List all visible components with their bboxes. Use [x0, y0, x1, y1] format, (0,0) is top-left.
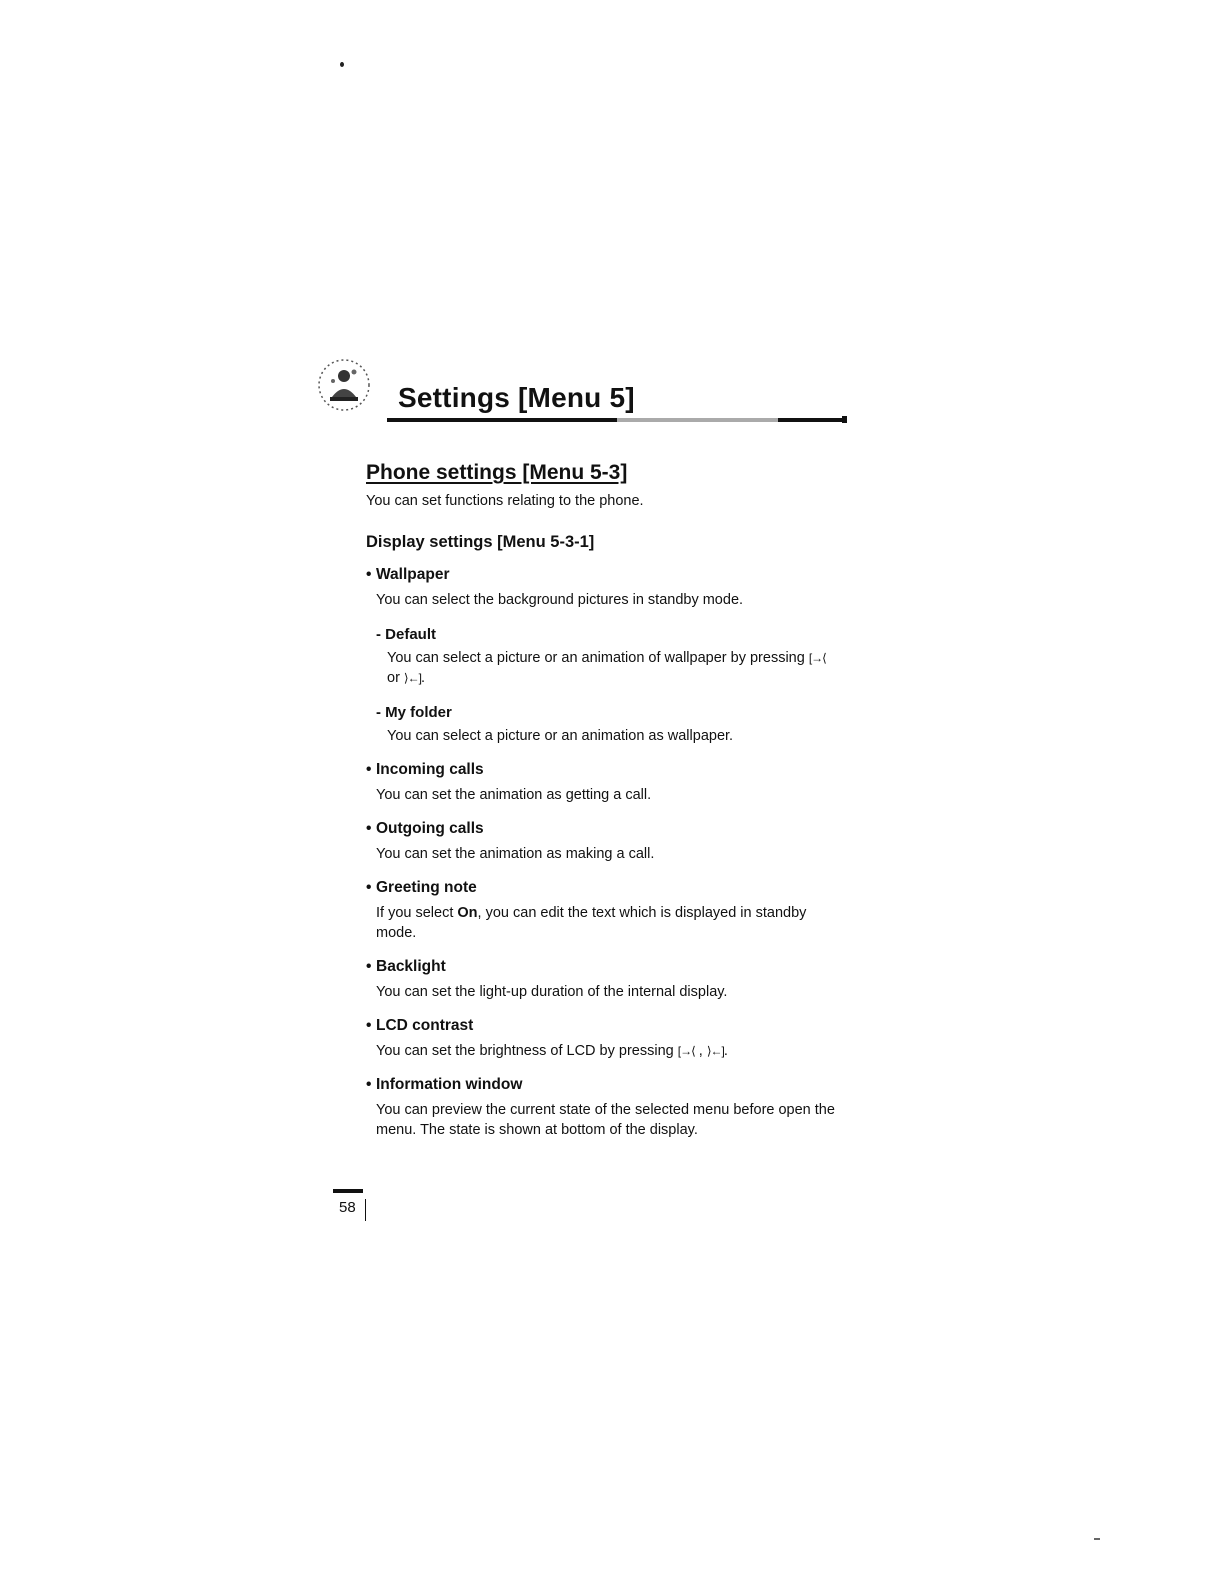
item-text: If you select On, you can edit the text which is displayed in standby mode. [376, 905, 807, 941]
bullet: • [366, 820, 372, 837]
item-title: • Information window [366, 1074, 836, 1096]
chapter-underline [387, 418, 847, 422]
settings-person-icon [316, 357, 372, 413]
item-title: • Backlight [366, 956, 836, 978]
bullet: • [366, 958, 372, 975]
subitem-default [376, 624, 836, 688]
left-key-icon: [→⟨ [677, 1044, 695, 1058]
page-number-divider [365, 1199, 366, 1221]
scan-speck [1094, 1538, 1100, 1540]
subitem-text: You can select a picture or an animation of wallpaper by pressing [→⟨ or ⟩←]. [387, 650, 826, 686]
subitem-text: You can select a picture or an animation as wallpaper. [387, 728, 734, 744]
right-key-icon: ⟩←] [403, 671, 421, 685]
page-number-bar [333, 1189, 363, 1193]
item-text: You can set the animation as getting a call. [376, 787, 652, 803]
item-text: You can set the brightness of LCD by pressing [→⟨ , ⟩←]. [376, 1043, 728, 1059]
scan-speck [340, 62, 344, 67]
bullet: • [366, 1017, 372, 1034]
left-key-icon: [→⟨ [808, 651, 826, 665]
item-text: You can set the animation as making a call. [376, 846, 655, 862]
subitem-title: - Default [376, 626, 437, 643]
item-information-window [366, 1074, 836, 1140]
item-wallpaper [366, 564, 836, 746]
item-greeting-note [366, 877, 836, 943]
subitem-my-folder [376, 702, 836, 746]
section-description: You can set functions relating to the phone. [366, 493, 644, 509]
right-key-icon: ⟩←] [706, 1044, 724, 1058]
subitem-title: - My folder [376, 704, 452, 721]
section-title: Phone settings [Menu 5-3] [366, 461, 628, 484]
item-lcd-contrast [366, 1015, 836, 1061]
item-title: • Outgoing calls [366, 818, 836, 840]
item-title: • LCD contrast [366, 1015, 836, 1037]
bullet: • [366, 879, 372, 896]
item-title: • Wallpaper [366, 564, 836, 586]
page-content [366, 458, 836, 1140]
item-outgoing-calls [366, 818, 836, 864]
page-number: 58 [339, 1199, 356, 1216]
item-text: You can set the light-up duration of the internal display. [376, 984, 728, 1000]
bullet: • [366, 1076, 372, 1093]
bullet: • [366, 566, 372, 583]
item-text: You can preview the current state of the selected menu before open the menu. The state is shown at bottom of the display. [376, 1102, 835, 1138]
item-title: • Greeting note [366, 877, 836, 899]
on-option: On [457, 905, 478, 921]
item-backlight [366, 956, 836, 1002]
item-title: • Incoming calls [366, 759, 836, 781]
bullet: • [366, 761, 372, 778]
subsection-title: Display settings [Menu 5-3-1] [366, 533, 595, 551]
item-incoming-calls [366, 759, 836, 805]
chapter-title: Settings [Menu 5] [398, 382, 635, 413]
item-text: You can select the background pictures in standby mode. [376, 592, 744, 608]
